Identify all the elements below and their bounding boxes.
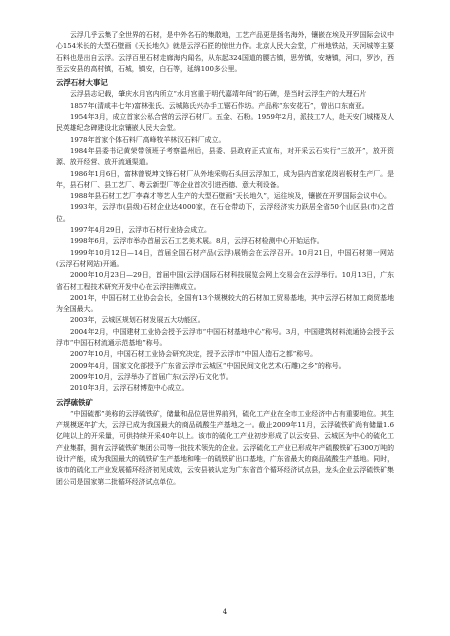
paragraph: 2000年10月23日—29日，首届中国(云浮)国际石材科技展览会网上交易会在云浮举行。10月13日，广东省石材工程技术研究开发中心在云浮挂牌成立。 (56, 271, 394, 291)
paragraph: 2001年，中国石材工业协会会长，全国有13个规模较大的石材加工贸易基地，其中云浮石材加工商贸基地为全国最大。 (56, 293, 394, 314)
text-column (56, 30, 394, 488)
paragraph: 云浮县志记载，肇庆水月宫内所立“水月宫重于明代嘉靖年间”的石碑，是当时云浮生产的大理石片 (70, 90, 367, 99)
section-heading-stone-events: 云浮石材大事记 (56, 78, 108, 88)
paragraph: 1857年(清咸丰七年)富林张氏、云城陈氏兴办手工锯石作坊。产品称“东安花石”，曾出口东南亚。 (70, 101, 369, 110)
paragraph: 2004年2月，中国建材工业协会授予云浮市“中国石材基地中心”称号。3月，中国建筑材料流通协会授予云浮市“中国石材流通示范基地”称号。 (56, 327, 394, 348)
paragraph: 1978年首家个体石料厂高峰牧羊林汉石料厂成立。 (70, 135, 226, 144)
paragraph: 1954年3月，成立首家公私合营的云浮石材厂。五金、石粉。1959年2月，派技工7人，赴天安门城楼及人民英雄纪念碑建设北京镶嵌人民大会堂。 (56, 113, 394, 133)
paragraph: “中国硫都”美称的云浮硫铁矿，储量和品位居世界前列，硫化工产业在全市工业经济中占有重要地位。其生产规模逐年扩大，云浮已成为我国最大的商品硫酸生产基地之一。截止2009年11月，云浮硫铁矿尚有储量1.6亿吨以上的开采量，可供持续开采40年以上。该市的硫化工产业初步形成了以云安县、云城区为中心的硫化工产业集群，拥有云浮硫铁矿集团公司等一批技术领先的企业。云浮硫化工产业已形成年产硫酸铁矿石300万吨的设计产能，成为我国最大的硫铁矿生产基地和唯一的硫铁矿出口基地，广东省最大的商品硫酸生产基地。同时，该市的硫化工产业发展循环经济初见成效，云安县被认定为广东省首个循环经济试点县，龙头企业云浮硫铁矿集团公司是国家第二批循环经济试点单位。 (56, 409, 395, 486)
paragraph: 2009年10月，云浮举办了首届广东(云浮)石文化节。 (70, 372, 233, 381)
paragraph: 2010年3月，云浮石材博览中心成立。 (70, 384, 189, 393)
paragraph: 1999年10月12日—14日，首届全国石材产品(云浮)展销会在云浮召开。10月21日，中国石材第一网站(云浮石材网站)开通。 (56, 248, 394, 268)
section-heading-pyrite: 云浮硫铁矿 (56, 397, 93, 407)
paragraph: 2007年10月，中国石材工业协会研究决定，授予云浮市“中国人造石之都”称号。 (70, 350, 317, 359)
paragraph: 2009年4月，国家文化部授予广东省云浮市云城区“中国民间文化艺术(石雕)之乡”的称号。 (70, 361, 346, 370)
paragraph: 1988年县石材工艺厂李森才等艺人生产的大型石壁画“天长地久”，运往埃及，镶嵌在开罗国际会议中心。 (70, 192, 391, 201)
paragraph: 1984年县委书记黄荣带领班子考察温州后，县委、县政府正式宣布，对开采云石实行“三放开”，放开资源、放开经营、放开流通渠道。 (56, 146, 394, 167)
paragraph: 1986年1月6日，富林曾锐坤文锋石材厂从外地采购石头回云浮加工，成为县内首家花岗岩板材生产厂。是年，县石材厂、县工艺厂、粤云新型厂等企业首次引进西德、意大利设备。 (56, 169, 394, 189)
page-number: 4 (222, 608, 228, 616)
paragraph: 1993年，云浮市(县级)石材企业达4000家，在石仓带动下，云浮经济实力跃居全省50个山区县(市)之首位。 (56, 203, 394, 223)
paragraph: 2003年，云城区规划石材发展五大功能区。 (70, 316, 205, 325)
paragraph: 1997年4月29日，云浮市石材行业协会成立。 (70, 226, 211, 235)
intro-paragraph: 云浮几乎云集了全世界的石材，是中外名石的集散地，工艺产品更是扬名海外，镶嵌在埃及开罗国际会议中心154米长的大型石壁画《天长地久》就是云浮石匠的惊世力作。北京人民大会堂，广州地铁站，天河城等主要石料也是出自云浮。云浮百里石材走廊海内闻名，从东起324国道的腰古镇，思劳镇，安塘镇，河口，罗沙，西至云安县的高村镇，石城，镇安，白石等，延绵100多公里。 (56, 31, 394, 73)
paragraph: 1998年6月，云浮市举办首届云石工艺美术展。8月，云浮石材检测中心开始运作。 (70, 237, 324, 246)
